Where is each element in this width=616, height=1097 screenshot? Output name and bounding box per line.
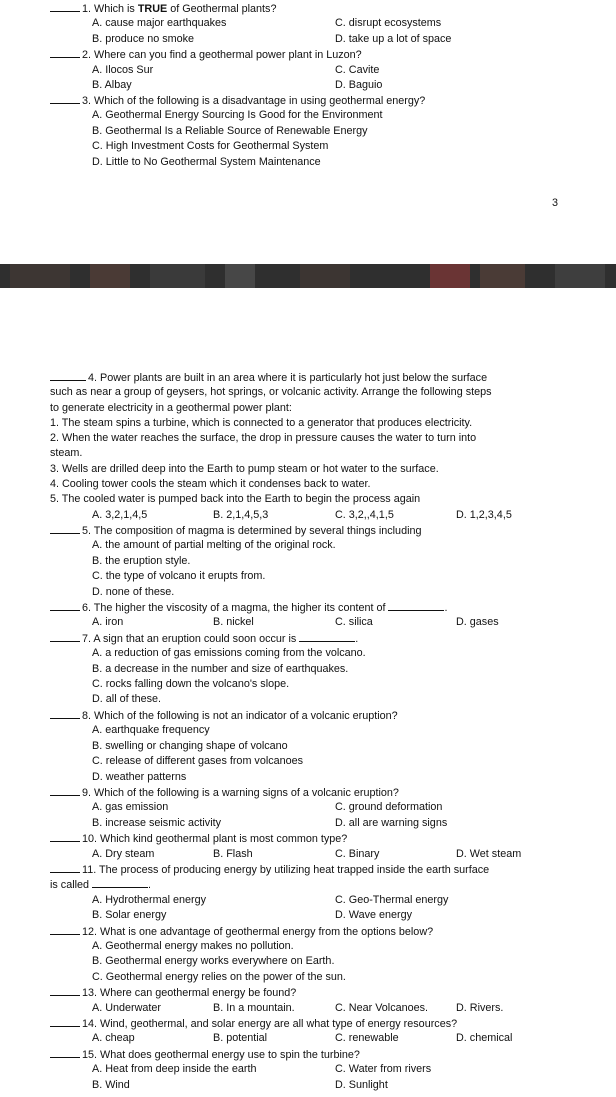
answer-blank[interactable] — [50, 631, 80, 642]
option-a: A. cause major earthquakes — [92, 17, 227, 29]
answer-blank[interactable] — [50, 47, 80, 58]
option-c: C. release of different gases from volcanoes — [92, 755, 304, 767]
question-11-cont: is called . — [50, 879, 152, 891]
option-d: D. none of these. — [92, 586, 175, 598]
answer-blank[interactable] — [50, 1016, 80, 1027]
option-b: B. Solar energy — [92, 909, 167, 921]
option-c: C. 3,2,,4,1,5 — [335, 509, 394, 521]
option-b: B. 2,1,4,5,3 — [213, 509, 269, 521]
answer-blank[interactable] — [50, 523, 80, 534]
question-13: 13. Where can geothermal energy be found? — [50, 985, 296, 1001]
option-a: A. earthquake frequency — [92, 724, 210, 736]
option-b: B. Flash — [213, 848, 253, 860]
option-a: A. the amount of partial melting of the original rock. — [92, 539, 336, 551]
answer-blank[interactable] — [50, 831, 80, 842]
option-a: A. cheap — [92, 1032, 135, 1044]
question-14: 14. Wind, geothermal, and solar energy are all what type of energy resources? — [50, 1016, 457, 1032]
question-12: 12. What is one advantage of geothermal energy from the options below? — [50, 924, 433, 940]
option-d: D. take up a lot of space — [335, 33, 452, 45]
step-1: 1. The steam spins a turbine, which is connected to a generator that produces electricity. — [50, 417, 473, 429]
option-b: B. nickel — [213, 616, 254, 628]
page-number: 3 — [552, 197, 559, 209]
question-text: such as near a group of geysers, hot springs, or volcanic activity. Arrange the following steps — [50, 386, 492, 398]
question-11: 11. The process of producing energy by utilizing heat trapped inside the earth surface — [50, 862, 489, 878]
answer-blank[interactable] — [50, 600, 80, 611]
answer-blank[interactable] — [50, 1047, 80, 1058]
question-7: 7. A sign that an eruption could soon occur is . — [50, 631, 358, 647]
option-a: A. gas emission — [92, 801, 169, 813]
option-d: D. all are warning signs — [335, 817, 448, 829]
option-b: B. Wind — [92, 1079, 130, 1091]
answer-blank[interactable] — [50, 924, 80, 935]
option-c: C. Cavite — [335, 64, 380, 76]
option-a: A. Heat from deep inside the earth — [92, 1063, 257, 1075]
option-d: D. all of these. — [92, 693, 162, 705]
option-a: A. Geothermal Energy Sourcing Is Good for the Environment — [92, 109, 383, 121]
option-b: B. produce no smoke — [92, 33, 195, 45]
step-2-cont: steam. — [50, 447, 83, 459]
option-c: C. disrupt ecosystems — [335, 17, 442, 29]
answer-blank[interactable] — [50, 1, 80, 12]
option-b: B. the eruption style. — [92, 555, 191, 567]
option-c: C. silica — [335, 616, 373, 628]
option-b: B. swelling or changing shape of volcano — [92, 740, 288, 752]
option-d: D. gases — [456, 616, 499, 628]
page-top — [0, 0, 616, 250]
question-1: 1. Which is TRUE of Geothermal plants? — [50, 1, 276, 17]
option-a: A. Ilocos Sur — [92, 64, 154, 76]
answer-blank[interactable] — [50, 785, 80, 796]
fill-blank[interactable] — [388, 600, 444, 611]
option-c: C. the type of volcano it erupts from. — [92, 570, 266, 582]
question-text: to generate electricity in a geothermal power plant: — [50, 402, 292, 414]
step-2: 2. When the water reaches the surface, the drop in pressure causes the water to turn into — [50, 432, 477, 444]
option-c: C. Geo-Thermal energy — [335, 894, 449, 906]
option-c: C. Binary — [335, 848, 380, 860]
step-3: 3. Wells are drilled deep into the Earth to pump steam or hot water to the surface. — [50, 463, 439, 475]
option-d: D. Baguio — [335, 79, 383, 91]
option-a: A. Geothermal energy makes no pollution. — [92, 940, 294, 952]
option-b: B. potential — [213, 1032, 268, 1044]
step-5: 5. The cooled water is pumped back into the Earth to begin the process again — [50, 493, 421, 505]
answer-blank[interactable] — [50, 985, 80, 996]
option-d: D. Wet steam — [456, 848, 522, 860]
option-c: C. rocks falling down the volcano's slope. — [92, 678, 290, 690]
option-a: A. iron — [92, 616, 124, 628]
option-a: A. Hydrothermal energy — [92, 894, 207, 906]
option-a: A. Dry steam — [92, 848, 155, 860]
question-4: 4. Power plants are built in an area where it is particularly hot just below the surface — [50, 370, 487, 386]
page-separator-banner — [0, 264, 616, 288]
option-c: C. Geothermal energy relies on the power of the sun. — [92, 971, 346, 983]
option-c: C. renewable — [335, 1032, 399, 1044]
option-c: C. Water from rivers — [335, 1063, 432, 1075]
option-b: B. Geothermal Is a Reliable Source of Renewable Energy — [92, 125, 368, 137]
question-5: 5. The composition of magma is determined by several things including — [50, 523, 421, 539]
option-b: B. a decrease in the number and size of earthquakes. — [92, 663, 349, 675]
answer-blank[interactable] — [50, 370, 86, 381]
option-b: B. Geothermal energy works everywhere on Earth. — [92, 955, 335, 967]
question-8: 8. Which of the following is not an indicator of a volcanic eruption? — [50, 708, 398, 724]
option-c: C. Near Volcanoes. — [335, 1002, 429, 1014]
question-10: 10. Which kind geothermal plant is most common type? — [50, 831, 347, 847]
answer-blank[interactable] — [50, 708, 80, 719]
question-9: 9. Which of the following is a warning signs of a volcanic eruption? — [50, 785, 399, 801]
question-3: 3. Which of the following is a disadvantage in using geothermal energy? — [50, 93, 425, 109]
option-d: D. chemical — [456, 1032, 513, 1044]
page-bottom — [0, 368, 616, 1097]
answer-blank[interactable] — [50, 862, 80, 873]
option-b: B. increase seismic activity — [92, 817, 221, 829]
option-b: B. In a mountain. — [213, 1002, 295, 1014]
fill-blank[interactable] — [299, 631, 355, 642]
option-c: C. High Investment Costs for Geothermal System — [92, 140, 329, 152]
option-d: D. Little to No Geothermal System Maintenance — [92, 156, 321, 168]
option-b: B. Albay — [92, 79, 132, 91]
step-4: 4. Cooling tower cools the steam which it condenses back to water. — [50, 478, 371, 490]
question-2: 2. Where can you find a geothermal power plant in Luzon? — [50, 47, 362, 63]
option-d: D. Sunlight — [335, 1079, 388, 1091]
option-d: D. Rivers. — [456, 1002, 504, 1014]
option-d: D. 1,2,3,4,5 — [456, 509, 512, 521]
answer-blank[interactable] — [50, 93, 80, 104]
option-a: A. 3,2,1,4,5 — [92, 509, 148, 521]
option-d: D. Wave energy — [335, 909, 413, 921]
question-6: 6. The higher the viscosity of a magma, the higher its content of . — [50, 600, 447, 616]
option-a: A. Underwater — [92, 1002, 162, 1014]
question-15: 15. What does geothermal energy use to spin the turbine? — [50, 1047, 360, 1063]
fill-blank[interactable] — [92, 877, 148, 888]
option-a: A. a reduction of gas emissions coming from the volcano. — [92, 647, 366, 659]
option-d: D. weather patterns — [92, 771, 187, 783]
option-c: C. ground deformation — [335, 801, 443, 813]
